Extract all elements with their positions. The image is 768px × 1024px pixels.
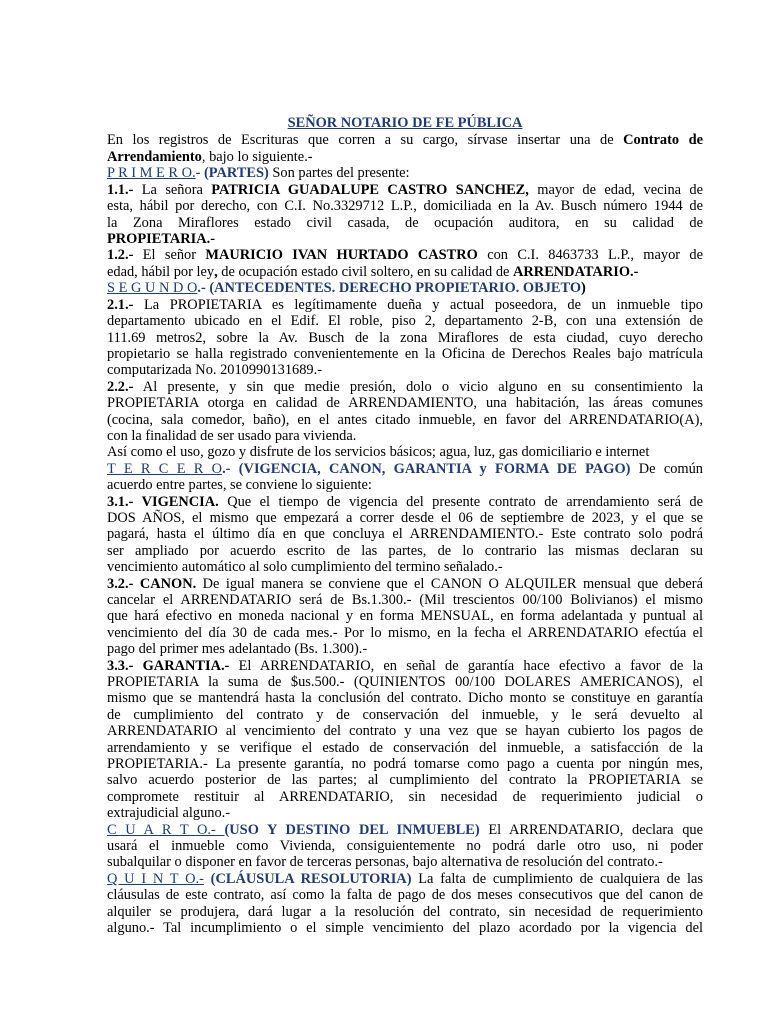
p31-line-3: pagará, hasta el último día en que concluya el ARRENDAMIENTO.- Este contrato solo podrá	[107, 526, 703, 542]
cuarto-line-2: usará el inmueble como Vivienda, consiguientemente no podrá darle otro uso, ni poder	[107, 838, 703, 854]
p33-line-10: extrajudicial alguno.-	[107, 805, 231, 821]
clause-segundo-heading: S E G U N D O.- (ANTECEDENTES. DERECHO PROPIETARIO. OBJETO)	[107, 280, 586, 296]
intro-line-1: En los registros de Escrituras que corren a su cargo, sírvase insertar una de Contrato de	[107, 132, 703, 148]
quinto-line-4: alguno.- Tal incumplimiento o el simple vencimiento del plazo acordado por la vigencia del	[107, 920, 703, 936]
p31-line-5: vencimiento automático al solo cumplimiento del termino señalado.-	[107, 559, 503, 575]
quinto-line-3: alquiler se produjera, dará lugar a la resolución del contrato, sin necesidad de requerimiento	[107, 904, 703, 920]
p31-line-4: ser ampliado por acuerdo escrito de las partes, de lo contrario las mismas declaran su	[107, 543, 703, 559]
p32-line-5: pago del primer mes adelantado (Bs. 1.300).-	[107, 641, 368, 657]
p33-line-5: ARRENDATARIO al vencimiento del contrato y una vez que se hayan cubierto los pagos de	[107, 723, 703, 739]
p21-line-5: computarizada No. 2010990131689.-	[107, 362, 323, 378]
p32-line-1: 3.2.- CANON. De igual manera se conviene que el CANON O ALQUILER mensual que deberá	[107, 576, 703, 592]
p22-line-5: Así como el uso, gozo y disfrute de los servicios básicos; agua, luz, gas domiciliario e internet	[107, 444, 650, 460]
clause-cuarto-heading: C U A R T O.- (USO Y DESTINO DEL INMUEBLE) El ARRENDATARIO, declara que	[107, 822, 704, 838]
p32-line-3: que hará efectivo en moneda nacional y en forma MENSUAL, en forma adelantada y puntual al	[107, 608, 703, 624]
p33-line-6: arrendamiento y se verifique el estado de conservación del inmueble, a satisfacción de la	[107, 740, 703, 756]
p12-line-2: edad, hábil por ley, de ocupación estado civil soltero, en su calidad de ARRENDATARIO.-	[107, 264, 639, 280]
p31-line-1: 3.1.- VIGENCIA. Que el tiempo de vigencia del presente contrato de arrendamiento será de	[107, 494, 703, 510]
p33-line-4: de cumplimiento del contrato y de conservación del inmueble, y le será devuelto al	[107, 707, 703, 723]
p21-line-4: propietario se halla registrado convenientemente en la Oficina de Derechos Reales bajo matrícula	[107, 346, 703, 362]
clause-quinto-heading: Q U I N T O.- (CLÁUSULA RESOLUTORIA) La falta de cumplimiento de cualquiera de las	[107, 871, 703, 887]
p12-line-1: 1.2.- El señor MAURICIO IVAN HURTADO CASTRO con C.I. 8463733 L.P., mayor de	[107, 247, 703, 263]
clause-primero-heading: P R I M E R O.- (PARTES) Son partes del presente:	[107, 165, 410, 181]
p21-line-1: 2.1.- La PROPIETARIA es legítimamente dueña y actual poseedora, de un inmueble tipo	[107, 297, 703, 313]
tercero-line-2: acuerdo entre partes, se conviene lo siguiente:	[107, 477, 372, 493]
intro-line-2: Arrendamiento, bajo lo siguiente.-	[107, 149, 313, 165]
cuarto-line-3: subalquilar o disponer en favor de terceras personas, bajo alternativa de resolución del contrato.-	[107, 854, 663, 870]
document-title: SEÑOR NOTARIO DE FE PÚBLICA	[287, 115, 523, 131]
p32-line-4: vencimiento del día 30 de cada mes.- Por lo mismo, en la fecha el ARRENDATARIO efectúa el	[107, 625, 703, 641]
p33-line-1: 3.3.- GARANTIA.- El ARRENDATARIO, en señal de garantía hace efectivo a favor de la	[107, 658, 703, 674]
p11-line-1: 1.1.- La señora PATRICIA GUADALUPE CASTRO SANCHEZ, mayor de edad, vecina de	[107, 182, 703, 198]
p33-line-2: PROPIETARIA la suma de $us.500.- (QUINIENTOS 00/100 DOLARES AMERICANOS), el	[107, 674, 703, 690]
p22-line-3: (cocina, sala comedor, baño), en el antes citado inmueble, en favor del ARRENDATARIO(A),	[107, 412, 703, 428]
p22-line-4: con la finalidad de ser usado para vivienda.	[107, 428, 357, 444]
p33-line-3: mismo que se mantendrá hasta la conclusión del contrato. Dicho monto se constituye en garantía	[107, 690, 703, 706]
p22-line-1: 2.2.- Al presente, y sin que medie presión, dolo o vicio alguno en su consentimiento la	[107, 379, 703, 395]
quinto-line-2: cláusulas de este contrato, así como la falta de pago de dos meses consecutivos que del canon de	[107, 887, 703, 903]
p31-line-2: DOS AÑOS, el mismo que empezará a correr desde el 06 de septiembre de 2023, y el que se	[107, 510, 703, 526]
p22-line-2: PROPIETARIA otorga en calidad de ARRENDAMIENTO, una habitación, las áreas comunes	[107, 395, 703, 411]
p11-line-2: esta, hábil por derecho, con C.I. No.3329712 L.P., domiciliada en la Av. Busch número 1944 de	[107, 198, 703, 214]
clause-tercero-heading: T E R C E R O.- (VIGENCIA, CANON, GARANTIA y FORMA DE PAGO) De común	[107, 461, 703, 477]
p21-line-3: 111.69 metros2, sobre la Av. Busch de la zona Miraflores de esta ciudad, cuyo derecho	[107, 330, 703, 346]
p33-line-7: PROPIETARIA.- La presente garantía, no podrá tomarse como pago a cuenta por ningún mes,	[107, 756, 703, 772]
p33-line-8: salvo acuerdo posterior de las partes; al cumplimiento del contrato la PROPIETARIA se	[107, 772, 703, 788]
p33-line-9: compromete restituir al ARRENDATARIO, sin necesidad de requerimiento judicial o	[107, 789, 703, 805]
p11-line-3: la Zona Miraflores estado civil casada, de ocupación auditora, en su calidad de	[107, 215, 703, 231]
p21-line-2: departamento ubicado en el Edif. El roble, piso 2, departamento 2-B, con una extensión de	[107, 313, 703, 329]
p11-line-4: PROPIETARIA.-	[107, 231, 216, 247]
p32-line-2: cancelar el ARRENDATARIO será de Bs.1.300.- (Mil trescientos 00/100 Bolivianos) el mismo	[107, 592, 703, 608]
